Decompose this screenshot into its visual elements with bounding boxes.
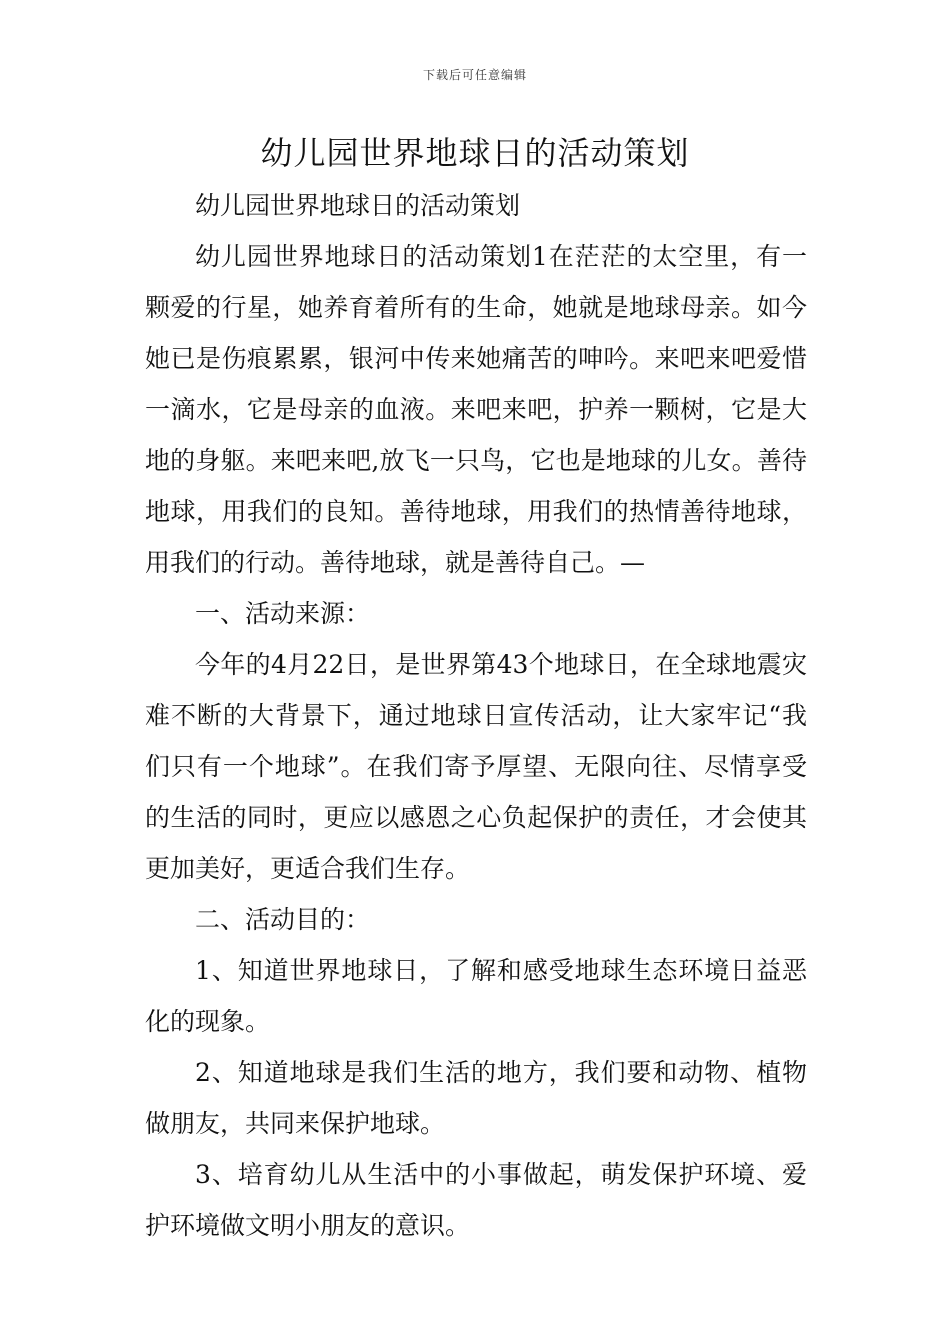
intro-paragraph: 幼儿园世界地球日的活动策划1在茫茫的太空里，有一颗爱的行星，她养育着所有的生命，她就是地球母亲。如今她已是伤痕累累，银河中传来她痛苦的呻吟。来吧来吧爱惜一滴水，它是母亲的血液。来吧来吧，护养一颗树，它是大地的身躯。来吧来吧,放飞一只鸟，它也是地球的儿女。善待地球，用我们的良知。善待地球，用我们的热情善待地球，用我们的行动。善待地球，就是善待自己。— [145,242,807,577]
goal-item-3: 3、培育幼儿从生活中的小事做起，萌发保护环境、爱护环境做文明小朋友的意识。 [145,1160,807,1240]
section-heading-goals: 二、活动目的： [195,905,371,934]
source-paragraph: 今年的4月22日，是世界第43个地球日，在全球地震灾难不断的大背景下，通过地球日宣传活动，让大家牢记“我们只有一个地球”。在我们寄予厚望、无限向往、尽情享受的生活的同时，更应以感恩之心负起保护的责任，才会使其更加美好，更适合我们生存。 [145,650,807,883]
goal-item-2: 2、知道地球是我们生活的地方，我们要和动物、植物做朋友，共同来保护地球。 [145,1058,807,1138]
document-body [145,180,807,1251]
section-heading-source: 一、活动来源： [195,599,371,628]
subtitle-paragraph: 幼儿园世界地球日的活动策划 [195,191,521,220]
header-note: 下载后可任意编辑 [422,68,527,82]
document-title: 幼儿园世界地球日的活动策划 [260,134,690,172]
goal-item-1: 1、知道世界地球日，了解和感受地球生态环境日益恶化的现象。 [145,956,807,1036]
